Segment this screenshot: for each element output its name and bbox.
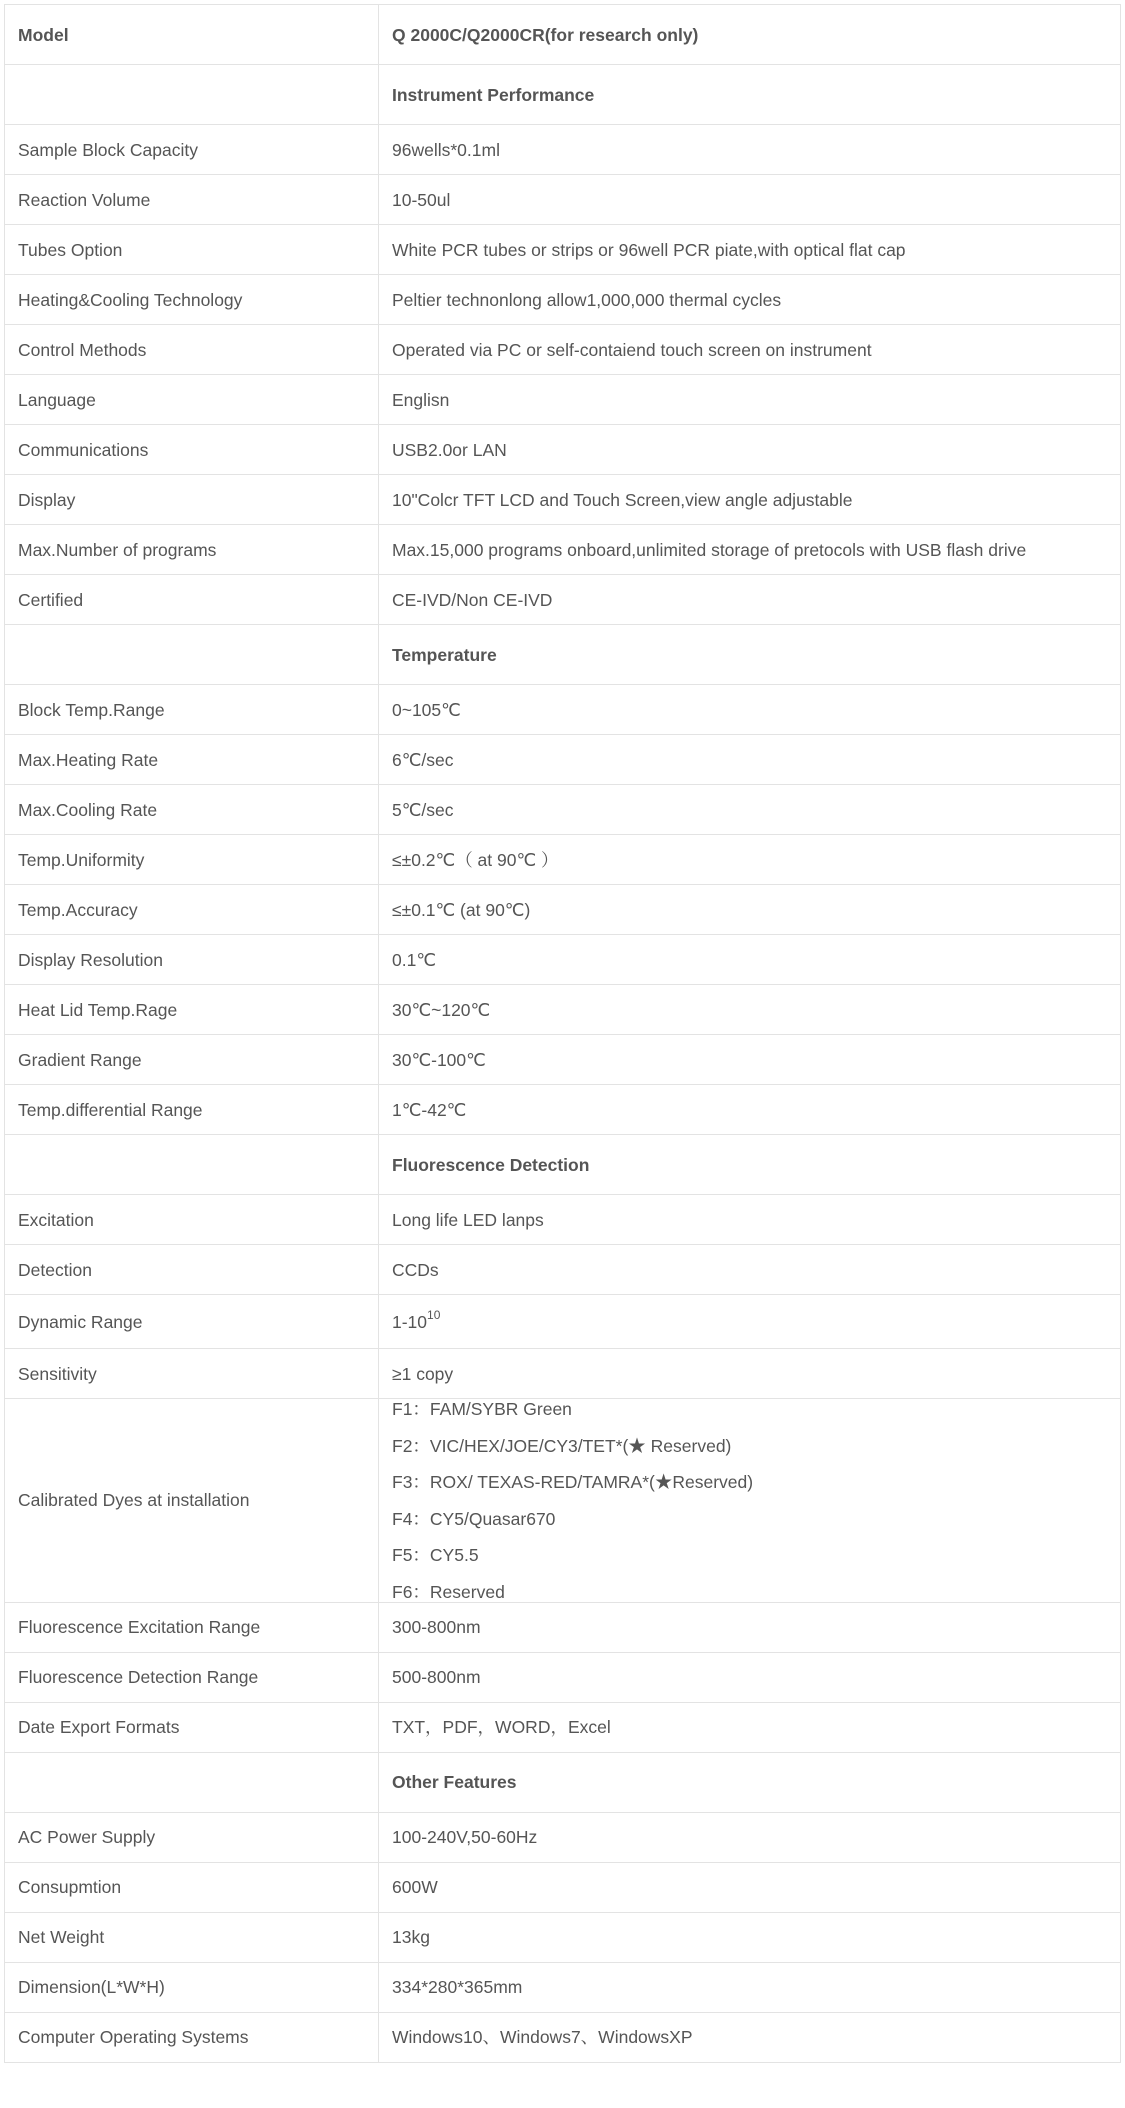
spec-value: CE-IVD/Non CE-IVD [379,575,1121,625]
spec-key: Date Export Formats [5,1702,379,1752]
spec-value: 6℃/sec [379,735,1121,785]
spec-key: Heat Lid Temp.Rage [5,985,379,1035]
dye-line: F3：ROX/ TEXAS-RED/TAMRA*(★Reserved) [392,1472,754,1492]
spec-row [5,985,1121,1035]
spec-key: Display Resolution [5,935,379,985]
spec-value: 100-240V,50-60Hz [379,1812,1121,1862]
model-value: Q 2000C/Q2000CR(for research only) [379,5,1121,65]
spec-row [5,835,1121,885]
spec-value: 10"Colcr TFT LCD and Touch Screen,view angle adjustable [379,475,1121,525]
dye-line: F5：CY5.5 [392,1545,479,1565]
spec-value: White PCR tubes or strips or 96well PCR piate,with optical flat cap [379,225,1121,275]
spec-row [5,575,1121,625]
spec-row [5,1035,1121,1085]
spec-row [5,1652,1121,1702]
spec-row [5,225,1121,275]
spec-value: 13kg [379,1912,1121,1962]
spec-key: Max.Heating Rate [5,735,379,785]
spec-row [5,1245,1121,1295]
spec-row [5,1912,1121,1962]
spec-value: USB2.0or LAN [379,425,1121,475]
spec-row [5,325,1121,375]
spec-value: Operated via PC or self-contaiend touch screen on instrument [379,325,1121,375]
spec-row [5,175,1121,225]
spec-row [5,1085,1121,1135]
spec-value: 0~105℃ [379,685,1121,735]
section-title: Fluorescence Detection [379,1135,1121,1195]
spec-key: Max.Cooling Rate [5,785,379,835]
spec-value: TXT，PDF，WORD，Excel [379,1702,1121,1752]
spec-key: Display [5,475,379,525]
spec-row [5,685,1121,735]
spec-key: Tubes Option [5,225,379,275]
spec-row [5,1862,1121,1912]
section-header-other-features [5,1752,1121,1812]
dye-line: F6：Reserved [392,1581,505,1602]
dye-line: F2：VIC/HEX/JOE/CY3/TET*(★ Reserved) [392,1435,732,1456]
spec-key: Block Temp.Range [5,685,379,735]
spec-key: Dimension(L*W*H) [5,1962,379,2012]
dynamic-range-exponent: 10 [427,1307,441,1322]
spec-row [5,885,1121,935]
spec-value: Windows10、Windows7、WindowsXP [379,2012,1121,2062]
spec-value: ≥1 copy [379,1349,1121,1399]
header-row [5,5,1121,65]
spec-key: Reaction Volume [5,175,379,225]
section-spacer [5,625,379,685]
section-spacer [5,65,379,125]
dynamic-range-base: 1-10 [392,1311,428,1332]
spec-row [5,1195,1121,1245]
dye-line: F1：FAM/SYBR Green [392,1399,572,1419]
spec-key: Fluorescence Detection Range [5,1652,379,1702]
spec-key: Temp.Uniformity [5,835,379,885]
section-header-temperature [5,625,1121,685]
spec-value: 0.1℃ [379,935,1121,985]
spec-key: Calibrated Dyes at installation [5,1399,379,1603]
spec-key: Communications [5,425,379,475]
spec-row [5,1349,1121,1399]
spec-key: Dynamic Range [5,1295,379,1349]
spec-row [5,275,1121,325]
spec-row [5,525,1121,575]
spec-row [5,125,1121,175]
spec-value: 96wells*0.1ml [379,125,1121,175]
spec-value: 334*280*365mm [379,1962,1121,2012]
section-spacer [5,1752,379,1812]
spec-key: Detection [5,1245,379,1295]
spec-value: 600W [379,1862,1121,1912]
spec-row [5,425,1121,475]
section-spacer [5,1135,379,1195]
spec-value: 30℃-100℃ [379,1035,1121,1085]
spec-key: Temp.differential Range [5,1085,379,1135]
spec-key: Max.Number of programs [5,525,379,575]
spec-key: Gradient Range [5,1035,379,1085]
spec-row [5,1295,1121,1349]
spec-table [4,4,1121,2063]
spec-value: 5℃/sec [379,785,1121,835]
spec-key: Control Methods [5,325,379,375]
spec-key: Consupmtion [5,1862,379,1912]
spec-row [5,1602,1121,1652]
spec-key: Net Weight [5,1912,379,1962]
spec-value: ≤±0.2℃（ at 90℃ ） [379,835,1121,885]
spec-row-calibrated-dyes [5,1399,1121,1603]
spec-key: Certified [5,575,379,625]
spec-key: Heating&Cooling Technology [5,275,379,325]
spec-key: Language [5,375,379,425]
dye-list [379,1399,1121,1603]
spec-value: Max.15,000 programs onboard,unlimited storage of pretocols with USB flash drive [379,525,1121,575]
section-title: Temperature [379,625,1121,685]
spec-row [5,935,1121,985]
spec-key: AC Power Supply [5,1812,379,1862]
spec-key: Computer Operating Systems [5,2012,379,2062]
section-title: Other Features [379,1752,1121,1812]
spec-key: Excitation [5,1195,379,1245]
spec-row [5,1962,1121,2012]
spec-key: Temp.Accuracy [5,885,379,935]
spec-value: Englisn [379,375,1121,425]
spec-row [5,785,1121,835]
spec-value: ≤±0.1℃ (at 90℃) [379,885,1121,935]
spec-row [5,375,1121,425]
spec-value: Long life LED lanps [379,1195,1121,1245]
spec-value: 30℃~120℃ [379,985,1121,1035]
section-title: Instrument Performance [379,65,1121,125]
spec-key: Sample Block Capacity [5,125,379,175]
spec-row [5,2012,1121,2062]
section-header-instrument-performance [5,65,1121,125]
spec-value: 10-50ul [379,175,1121,225]
spec-value [379,1295,1121,1349]
spec-row [5,1702,1121,1752]
spec-key: Fluorescence Excitation Range [5,1602,379,1652]
model-label: Model [5,5,379,65]
spec-key: Sensitivity [5,1349,379,1399]
spec-value: 500-800nm [379,1652,1121,1702]
spec-value: Peltier technonlong allow1,000,000 thermal cycles [379,275,1121,325]
spec-row [5,475,1121,525]
dye-line: F4：CY5/Quasar670 [392,1508,556,1529]
section-header-fluorescence-detection [5,1135,1121,1195]
spec-row [5,1812,1121,1862]
spec-value: 1℃-42℃ [379,1085,1121,1135]
spec-value: CCDs [379,1245,1121,1295]
spec-row [5,735,1121,785]
spec-value: 300-800nm [379,1602,1121,1652]
